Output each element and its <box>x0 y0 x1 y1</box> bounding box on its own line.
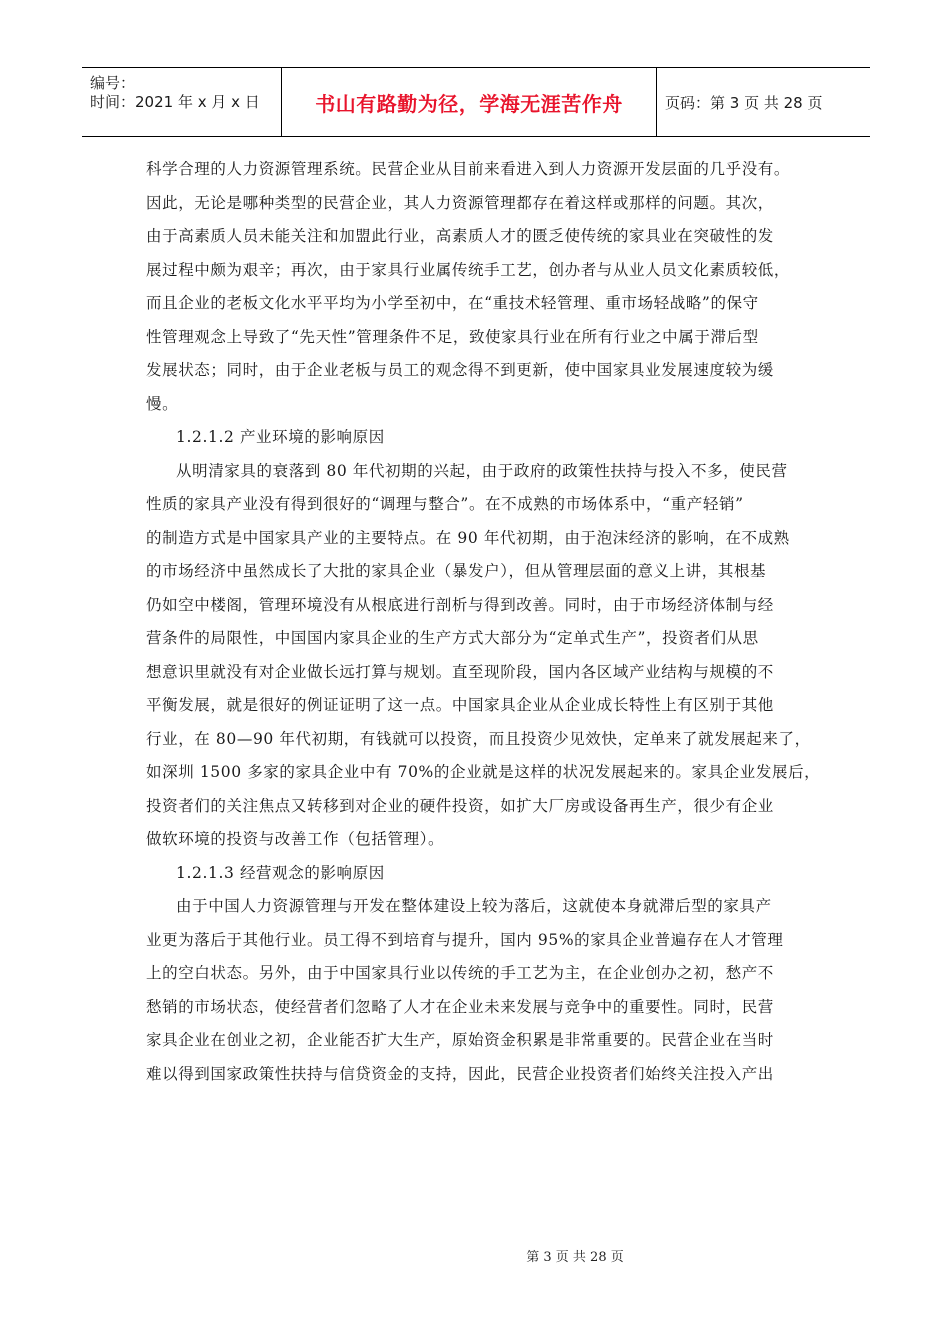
page-header <box>82 67 870 137</box>
body-text-line: 性管理观念上导致了“先天性”管理条件不足，致使家具行业在所有行业之中属于滞后型 <box>146 327 759 346</box>
body-text-line: 从明清家具的衰落到 80 年代初期的兴起，由于政府的政策性扶持与投入不多，使民营 <box>176 461 788 480</box>
body-text-line: 由于中国人力资源管理与开发在整体建设上较为落后，这就使本身就滞后型的家具产 <box>176 897 772 915</box>
document-number-label: 编号： <box>90 74 136 92</box>
body-text-line: 如深圳 1500 多家的家具企业中有 70%的企业就是这样的状况发展起来的。家具企业发展后， <box>146 763 821 781</box>
body-text-line: 想意识里就没有对企业做长远打算与规划。直至现阶段，国内各区域产业结构与规模的不 <box>146 662 774 681</box>
body-text-line: 慢。 <box>146 394 179 413</box>
body-text-line: 做软环境的投资与改善工作（包括管理）。 <box>146 830 445 848</box>
header-motto-cell <box>282 68 657 136</box>
body-text-line: 投资者们的关注焦点又转移到对企业的硬件投资，如扩大厂房或设备再生产，很少有企业 <box>146 796 774 815</box>
body-text-line: 仍如空中楼阁，管理环境没有从根底进行剖析与得到改善。同时，由于市场经济体制与经 <box>146 595 774 614</box>
header-page-info-cell <box>657 68 870 136</box>
document-body <box>146 153 821 1091</box>
body-text-line: 的市场经济中虽然成长了大批的家具企业（暴发户），但从管理层面的意义上讲，其根基 <box>146 562 767 580</box>
body-text-line: 家具企业在创业之初，企业能否扩大生产，原始资金积累是非常重要的。民营企业在当时 <box>146 1031 774 1049</box>
body-text-line: 展过程中颇为艰辛；再次，由于家具行业属传统手工艺，创办者与从业人员文化素质较低， <box>146 260 791 279</box>
body-text-line: 上的空白状态。另外，由于中国家具行业以传统的手工艺为主，在企业创办之初，愁产不 <box>146 964 774 982</box>
body-text-line: 平衡发展，就是很好的例证证明了这一点。中国家具企业从企业成长特性上有区别于其他 <box>146 696 774 714</box>
body-text-line: 由于高素质人员未能关注和加盟此行业，高素质人才的匮乏使传统的家具业在突破性的发 <box>146 227 774 245</box>
body-text-line: 愁销的市场状态，使经营者们忽略了人才在企业未来发展与竞争中的重要性。同时，民营 <box>146 997 774 1016</box>
body-text-line: 1.2.1.3 经营观念的影响原因 <box>176 863 385 882</box>
header-meta <box>82 68 282 136</box>
body-text-line: 而且企业的老板文化水平平均为小学至初中，在“重技术轻管理、重市场轻战略”的保守 <box>146 294 759 312</box>
body-text-line: 1.2.1.2 产业环境的影响原因 <box>176 428 385 446</box>
document-date: 时间：2021 年 x 月 x 日 <box>90 93 260 111</box>
body-text-line: 的制造方式是中国家具产业的主要特点。在 90 年代初期，由于泡沫经济的影响，在不成熟 <box>146 528 790 547</box>
body-text-line: 业更为落后于其他行业。员工得不到培育与提升，国内 95%的家具企业普遍存在人才管理 <box>146 930 784 949</box>
page-footer: 第 3 页 共 28 页 <box>526 1250 624 1265</box>
body-text-line: 因此，无论是哪种类型的民营企业，其人力资源管理都存在着这样或那样的问题。其次， <box>146 193 774 212</box>
header-page-info: 页码：第 3 页 共 28 页 <box>665 93 823 112</box>
body-text-line: 发展状态；同时，由于企业老板与员工的观念得不到更新，使中国家具业发展速度较为缓 <box>146 361 774 379</box>
body-text-line: 行业，在 80—90 年代初期，有钱就可以投资，而且投资少见效快，定单来了就发展起来了， <box>146 729 811 748</box>
body-text-line: 难以得到国家政策性扶持与信贷资金的支持，因此，民营企业投资者们始终关注投入产出 <box>146 1064 774 1083</box>
body-text-line: 性质的家具产业没有得到很好的“调理与整合”。在不成熟的市场体系中，“重产轻销” <box>146 495 744 513</box>
body-text-line: 科学合理的人力资源管理系统。民营企业从目前来看进入到人力资源开发层面的几乎没有。 <box>146 160 791 178</box>
body-text-line: 营条件的局限性，中国国内家具企业的生产方式大部分为“定单式生产”，投资者们从思 <box>146 629 759 647</box>
header-motto: 书山有路勤为径，学海无涯苦作舟 <box>315 91 623 116</box>
